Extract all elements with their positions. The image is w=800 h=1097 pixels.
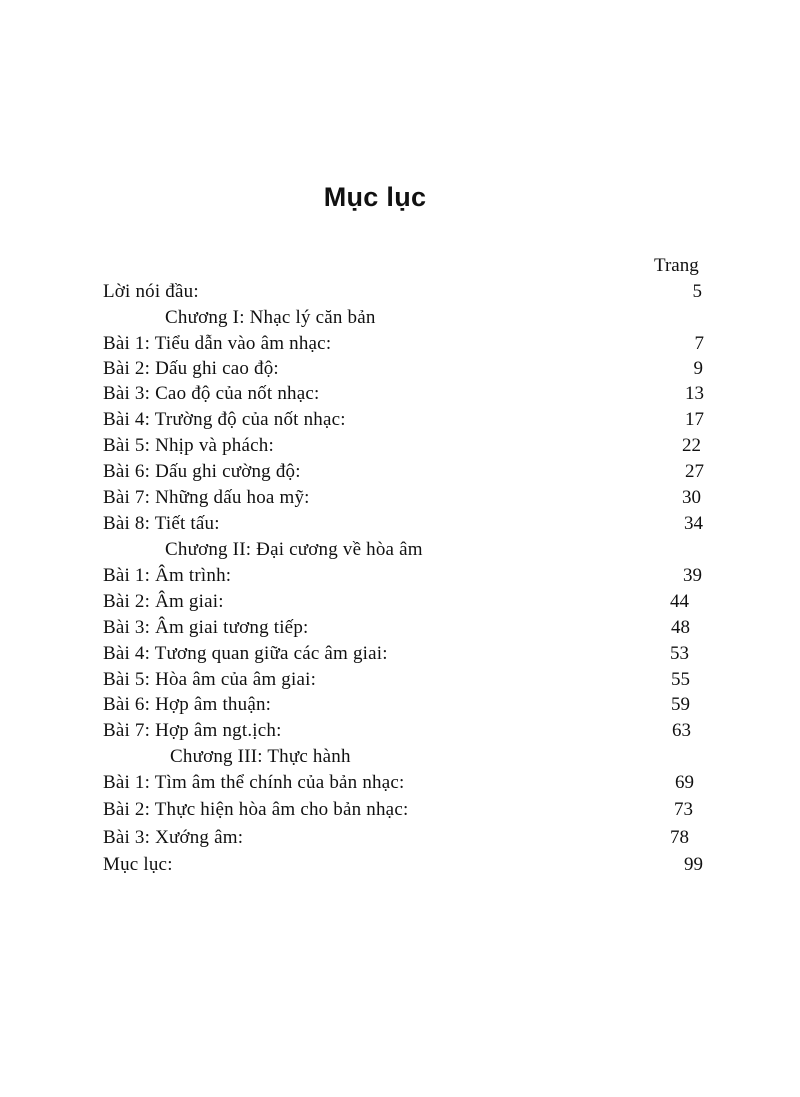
toc-entry-label: Lời nói đầu:	[103, 281, 199, 302]
toc-entry	[0, 356, 800, 382]
toc-entry	[0, 667, 800, 693]
toc-entry-page: 48	[671, 617, 690, 638]
toc-chapter-label: Chương III: Thực hành	[170, 746, 351, 767]
toc-entry-page: 7	[694, 333, 704, 354]
toc-entry-label: Bài 2: Thực hiện hòa âm cho bản nhạc:	[103, 799, 409, 820]
toc-entry-page: 69	[675, 772, 694, 793]
toc-entry-page: 13	[685, 383, 704, 404]
toc-entry	[0, 433, 800, 459]
toc-entry	[0, 852, 800, 878]
toc-entry-page: 78	[670, 827, 689, 848]
toc-chapter-heading	[0, 537, 800, 563]
toc-entry	[0, 485, 800, 511]
toc-entry-page: 99	[684, 854, 703, 875]
toc-entry-label: Bài 5: Nhịp và phách:	[103, 435, 274, 456]
toc-entry	[0, 797, 800, 823]
toc-entry-page: 73	[674, 799, 693, 820]
toc-entry-page: 30	[682, 487, 701, 508]
toc-entry-page: 9	[693, 358, 703, 379]
toc-entry-label: Bài 4: Trường độ của nốt nhạc:	[103, 409, 346, 430]
toc-entry	[0, 589, 800, 615]
toc-entry-page: 44	[670, 591, 689, 612]
toc-entry-page: 59	[671, 694, 690, 715]
toc-entry	[0, 770, 800, 796]
toc-entry	[0, 279, 800, 305]
toc-entry-label: Bài 3: Xướng âm:	[103, 827, 244, 848]
toc-entry-label: Bài 7: Những dấu hoa mỹ:	[103, 487, 310, 508]
toc-entry	[0, 381, 800, 407]
toc-entry-page: 63	[672, 720, 691, 741]
toc-entry-label: Mục lục:	[103, 854, 173, 875]
toc-entry-label: Bài 2: Âm giai:	[103, 591, 224, 612]
toc-entry-page: 5	[692, 281, 702, 302]
toc-entry	[0, 511, 800, 537]
toc-chapter-heading	[0, 305, 800, 331]
toc-entry-page: 27	[685, 461, 704, 482]
page-column-header: Trang	[654, 255, 699, 276]
toc-entry-label: Bài 7: Hợp âm ngt.ịch:	[103, 720, 282, 741]
toc-entry-label: Bài 4: Tương quan giữa các âm giai:	[103, 643, 388, 664]
toc-entry-label: Bài 1: Tìm âm thể chính của bản nhạc:	[103, 772, 405, 793]
toc-chapter-label: Chương I: Nhạc lý căn bản	[165, 307, 376, 328]
toc-entry-page: 34	[684, 513, 703, 534]
toc-entry-page: 39	[683, 565, 702, 586]
toc-entry	[0, 641, 800, 667]
toc-entry-label: Bài 6: Dấu ghi cường độ:	[103, 461, 301, 482]
toc-entry-page: 55	[671, 669, 690, 690]
toc-entry	[0, 331, 800, 357]
toc-entry	[0, 563, 800, 589]
toc-entry	[0, 407, 800, 433]
toc-entry	[0, 718, 800, 744]
toc-entry-label: Bài 2: Dấu ghi cao độ:	[103, 358, 279, 379]
toc-entry-label: Bài 6: Hợp âm thuận:	[103, 694, 272, 715]
toc-entry-label: Bài 3: Âm giai tương tiếp:	[103, 617, 309, 638]
toc-entry-page: 17	[685, 409, 704, 430]
toc-entry-page: 22	[682, 435, 701, 456]
toc-entry-label: Bài 8: Tiết tấu:	[103, 513, 220, 534]
toc-entry-label: Bài 3: Cao độ của nốt nhạc:	[103, 383, 320, 404]
toc-entry-label: Bài 5: Hòa âm của âm giai:	[103, 669, 317, 690]
toc-entry	[0, 692, 800, 718]
toc-entry-label: Bài 1: Âm trình:	[103, 565, 232, 586]
toc-entry-page: 53	[670, 643, 689, 664]
page-title: Mục lục	[323, 182, 427, 212]
toc-entry	[0, 615, 800, 641]
toc-entry-label: Bài 1: Tiểu dẫn vào âm nhạc:	[103, 333, 332, 354]
toc-entry	[0, 825, 800, 851]
toc-chapter-heading	[0, 744, 800, 770]
toc-entry	[0, 459, 800, 485]
toc-chapter-label: Chương II: Đại cương về hòa âm	[165, 539, 423, 560]
